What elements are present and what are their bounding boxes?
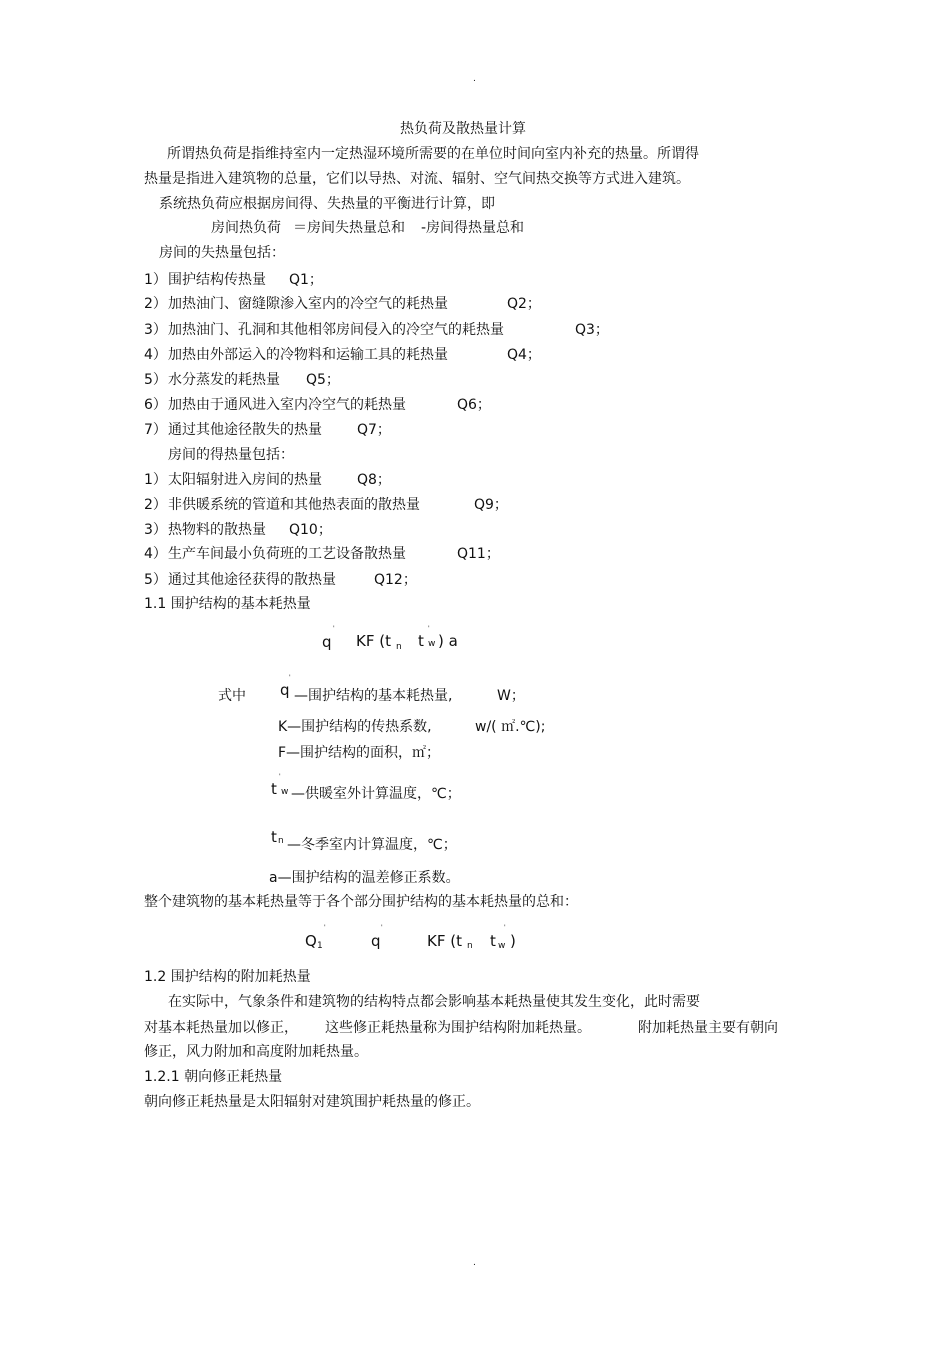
gain-item-1-num: 1） — [144, 472, 167, 488]
loss-item-7-q: Q7； — [357, 422, 391, 438]
formula1-w-sub: w — [428, 639, 436, 649]
formula2-q: q — [371, 932, 381, 950]
loss-item-5-q: Q5； — [306, 372, 340, 388]
loss-item-4-text: 加热由外部运入的冷物料和运输工具的耗热量 — [168, 347, 448, 363]
formula2-w-sub: w — [498, 941, 506, 951]
para-1-2-line-1: 在实际中，气象条件和建筑物的结构特点都会影响基本耗热量使其发生变化，此时需要 — [168, 994, 700, 1010]
where-q: q — [280, 681, 290, 699]
para-1-2-line-2c: 附加耗热量主要有朝向 — [638, 1020, 778, 1036]
gain-item-2-num: 2） — [144, 497, 167, 513]
loss-item-1-num: 1） — [144, 272, 167, 288]
loss-item-6-num: 6） — [144, 397, 167, 413]
gain-item-4-q: Q11； — [457, 546, 500, 562]
gain-item-3-q: Q10； — [289, 522, 332, 538]
gain-item-5-q: Q12； — [374, 572, 417, 588]
intro-line-1: 所谓热负荷是指维持室内一定热湿环境所需要的在单位时间向室内补充的热量。所谓得 — [167, 146, 699, 162]
para-1-2-1: 朝向修正耗热量是太阳辐射对建筑围护耗热量的修正。 — [144, 1094, 480, 1110]
loss-item-5-num: 5） — [144, 372, 167, 388]
para-1-2-line-3: 修正，风力附加和高度附加耗热量。 — [144, 1044, 368, 1060]
formula2-tw-prime: ' — [504, 924, 506, 931]
gain-item-1-text: 太阳辐射进入房间的热量 — [168, 472, 322, 488]
formula1-end: ) a — [438, 632, 458, 650]
loss-item-1-text: 围护结构传热量 — [168, 272, 266, 288]
loss-item-6-text: 加热由于通风进入室内冷空气的耗热量 — [168, 397, 406, 413]
where-tn-sub: n — [278, 836, 284, 846]
loss-item-7-text: 通过其他途径散失的热量 — [168, 422, 322, 438]
loss-item-3-num: 3） — [144, 322, 167, 338]
formula1-tw-prime: ' — [428, 625, 430, 632]
balance-eq: ＝房间失热量总和 — [293, 220, 405, 236]
loss-item-2-q: Q2； — [507, 296, 541, 312]
gain-item-5-num: 5） — [144, 572, 167, 588]
formula2-n-sub: n — [467, 941, 473, 951]
where-a-desc: a—围护结构的温差修正系数。 — [269, 870, 460, 886]
gain-item-5-text: 通过其他途径获得的散热量 — [168, 572, 336, 588]
gain-item-1-q: Q8； — [357, 472, 391, 488]
formula2-tw: t — [490, 932, 496, 950]
where-k-desc: K—围护结构的传热系数, — [278, 719, 432, 735]
loss-item-7-num: 7） — [144, 422, 167, 438]
gain-item-2-q: Q9； — [474, 497, 508, 513]
loss-item-3-q: Q3； — [575, 322, 609, 338]
loss-heading: 房间的失热量包括： — [159, 245, 285, 261]
loss-item-6-q: Q6； — [457, 397, 491, 413]
where-q-prime: ' — [289, 674, 291, 681]
formula1-kf: KF (t — [356, 632, 391, 650]
where-tw-prime: ' — [279, 773, 281, 780]
loss-item-1-q: Q1； — [289, 272, 323, 288]
gain-item-2-text: 非供暖系统的管道和其他热表面的散热量 — [168, 497, 420, 513]
where-label: 式中 — [218, 688, 246, 704]
section-heading-1-2: 1.2 围护结构的附加耗热量 — [144, 969, 311, 985]
formula2-end: ) — [510, 932, 516, 950]
page-bottom-mark: . — [473, 1258, 476, 1268]
loss-item-2-text: 加热油门、窗缝隙渗入室内的冷空气的耗热量 — [168, 296, 448, 312]
formula1-q: q — [322, 633, 332, 651]
section-heading-1-1: 1.1 围护结构的基本耗热量 — [144, 596, 311, 612]
where-tw-sub: w — [281, 787, 289, 797]
where-tn: t — [271, 828, 277, 846]
gain-item-3-num: 3） — [144, 522, 167, 538]
formula2-q-prime: ' — [381, 924, 383, 931]
intro-line-3: 系统热负荷应根据房间得、失热量的平衡进行计算，即 — [159, 196, 495, 212]
formula2-kf: KF (t — [427, 932, 462, 950]
formula1-tw: t — [418, 632, 424, 650]
formula2-Q-prime: ' — [324, 924, 326, 931]
where-q-unit: W； — [497, 688, 525, 704]
intro-line-2: 热量是指进入建筑物的总量，它们以导热、对流、辐射、空气间热交换等方式进入建筑。 — [144, 171, 690, 187]
loss-item-4-num: 4） — [144, 347, 167, 363]
where-f-desc: F—围护结构的面积，㎡； — [278, 745, 441, 761]
gain-heading: 房间的得热量包括： — [168, 447, 294, 463]
gain-item-4-text: 生产车间最小负荷班的工艺设备散热量 — [168, 546, 406, 562]
balance-minus: -房间得热量总和 — [421, 220, 525, 236]
loss-item-4-q: Q4； — [507, 347, 541, 363]
formula1-q-prime: ' — [333, 625, 335, 632]
para-1-2-line-2a: 对基本耗热量加以修正， — [144, 1020, 298, 1036]
section-heading-1-2-1: 1.2.1 朝向修正耗热量 — [144, 1069, 283, 1085]
para-1-2-line-2b: 这些修正耗热量称为围护结构附加耗热量。 — [325, 1020, 591, 1036]
loss-item-2-num: 2） — [144, 296, 167, 312]
where-tw: t — [271, 780, 277, 798]
loss-item-5-text: 水分蒸发的耗热量 — [168, 372, 280, 388]
gain-item-4-num: 4） — [144, 546, 167, 562]
balance-left: 房间热负荷 — [211, 220, 281, 236]
where-tn-desc: —冬季室内计算温度，℃； — [287, 837, 457, 853]
formula2-Q: Q — [305, 932, 317, 950]
gain-item-3-text: 热物料的散热量 — [168, 522, 266, 538]
where-q-desc: —围护结构的基本耗热量, — [294, 688, 453, 704]
total-heat-loss-text: 整个建筑物的基本耗热量等于各个部分围护结构的基本耗热量的总和： — [144, 894, 578, 910]
where-k-unit: w/( ㎡.℃); — [475, 719, 546, 735]
formula1-n-sub: n — [396, 642, 402, 652]
where-tw-desc: —供暖室外计算温度，℃； — [291, 786, 461, 802]
formula2-one-sub: 1 — [317, 941, 323, 951]
loss-item-3-text: 加热油门、孔洞和其他相邻房间侵入的冷空气的耗热量 — [168, 322, 504, 338]
document-title: 热负荷及散热量计算 — [400, 121, 526, 137]
page-top-mark: . — [473, 74, 476, 84]
